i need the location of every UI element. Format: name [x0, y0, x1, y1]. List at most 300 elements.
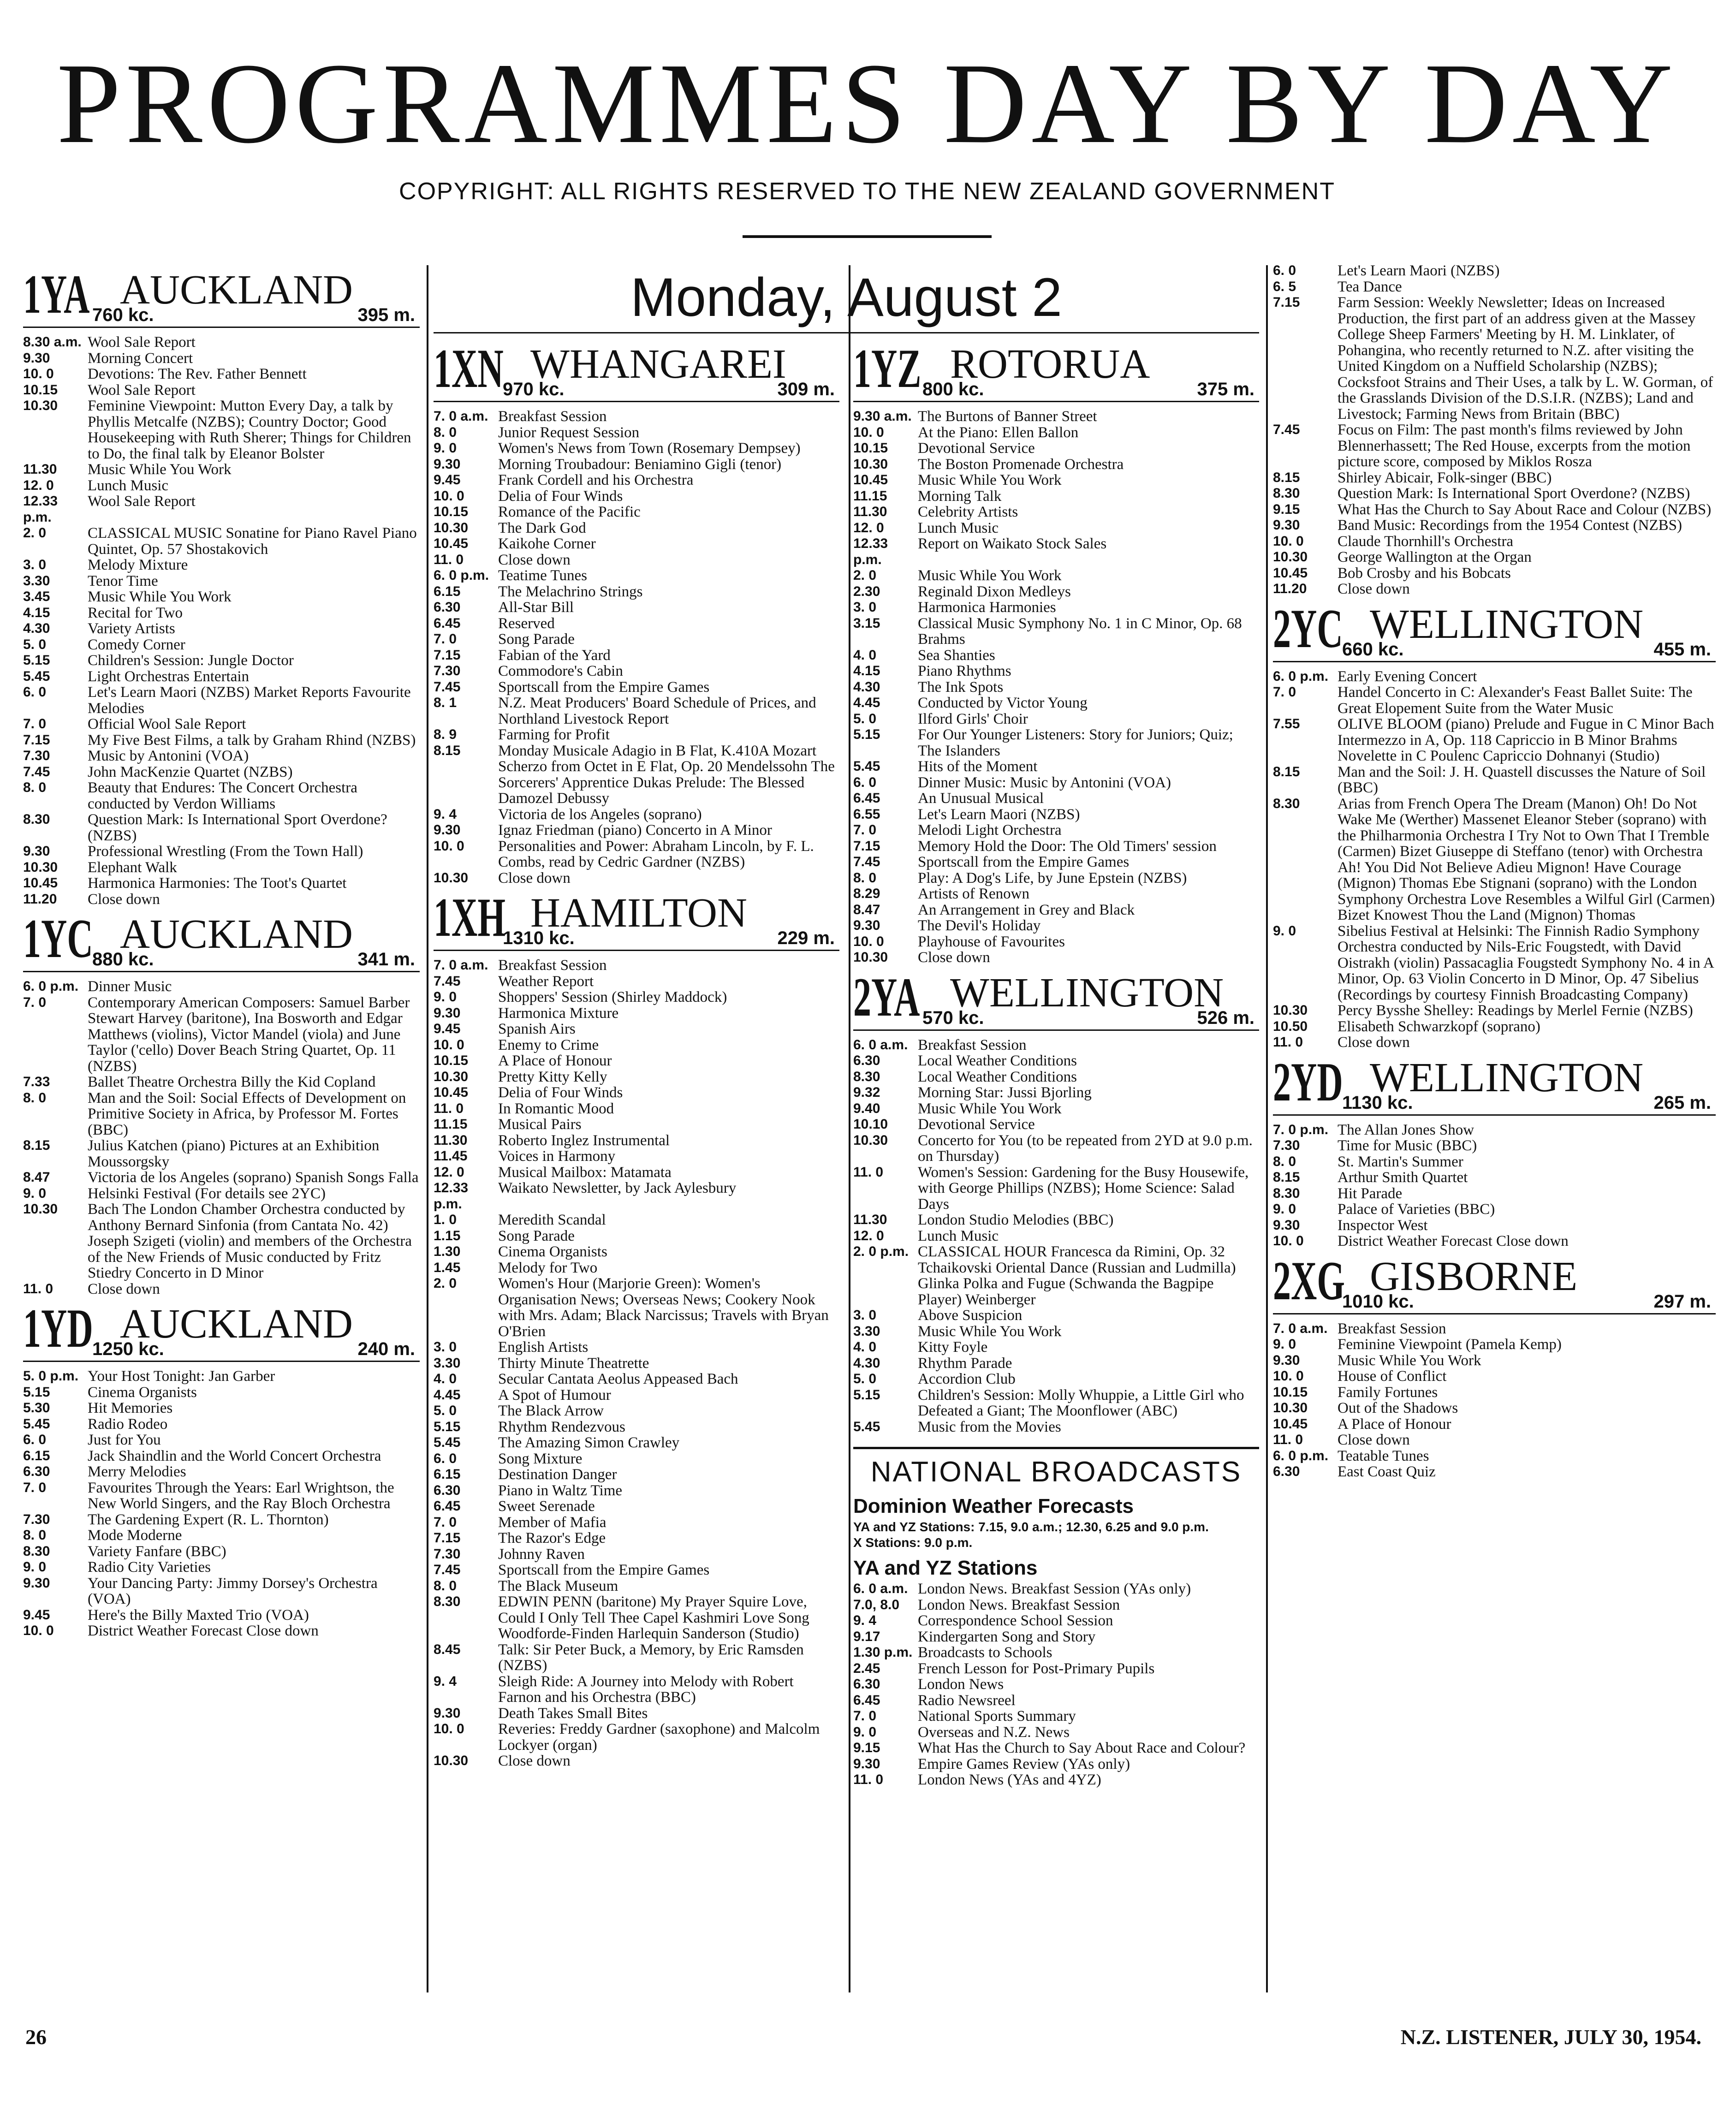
programme-row — [853, 870, 1259, 886]
programme-time: 9.30 — [853, 1756, 880, 1772]
programme-time: 7.45 — [23, 764, 50, 779]
station-city: WHANGAREI — [530, 341, 786, 387]
programme-text: Band Music: Recordings from the 1954 Contest (NZBS) — [1338, 517, 1682, 534]
programme-text: Focus on Film: The past month's films reviewed by John Blennerhassett; The Red House, excerpts from the motion picture score, composed by Miklos Rosza — [1338, 422, 1691, 470]
programme-time: 9.30 — [1273, 1352, 1300, 1368]
programme-time: 5.15 — [23, 1384, 50, 1400]
programme-row — [853, 807, 1259, 823]
programme-time: 10. 0 — [1273, 533, 1304, 549]
programme-time: 9. 0 — [1273, 923, 1296, 939]
station-call-sign: 1XH — [434, 886, 505, 948]
programme-time: 5. 0 p.m. — [23, 1368, 79, 1384]
programme-time: 10.10 — [853, 1117, 888, 1132]
programme-row — [853, 918, 1259, 934]
programme-row — [853, 409, 1259, 425]
programme-time: 9.45 — [23, 1607, 50, 1623]
programme-time: 7.30 — [23, 1511, 50, 1527]
column-2 — [434, 337, 839, 1788]
programme-time: 7.45 — [853, 854, 880, 869]
programme-text: Music While You Work — [88, 461, 232, 478]
programme-text: Devotional Service — [918, 440, 1035, 457]
programme-text: Artists of Renown — [918, 886, 1029, 902]
programme-row — [853, 711, 1259, 727]
station-call-sign: 1XN — [434, 338, 504, 399]
programme-time: 7. 0 p.m. — [1273, 1122, 1329, 1137]
programme-row — [434, 1753, 839, 1769]
programme-text: Personalities and Power: Abraham Lincoln, by F. L. Combs, read by Cedric Gardner (NZBS) — [498, 838, 814, 870]
programme-text: Melody Mixture — [88, 557, 188, 573]
programme-time: 11. 0 — [853, 1772, 884, 1787]
programme-text: District Weather Forecast Close down — [88, 1623, 319, 1639]
programme-time: 6. 0 — [23, 684, 47, 700]
programme-text: Wool Sale Report — [88, 334, 196, 351]
programme-row — [434, 1594, 839, 1642]
programme-row — [853, 1053, 1259, 1069]
programme-time: 10. 0 — [434, 488, 464, 504]
programme-row — [434, 1037, 839, 1053]
programme-text: A Place of Honour — [498, 1053, 612, 1069]
programme-row — [1273, 1218, 1716, 1234]
programme-row — [1273, 279, 1716, 295]
programme-time: 8.30 — [1273, 796, 1300, 811]
programme-row — [853, 520, 1259, 536]
programme-time: 8.30 — [23, 1543, 50, 1559]
programme-row — [23, 716, 420, 732]
programme-time: 9. 4 — [434, 806, 457, 822]
programme-row — [853, 1387, 1259, 1419]
programme-row — [23, 844, 420, 860]
programme-row — [434, 989, 839, 1005]
programme-row — [853, 472, 1259, 488]
station-frequency: 570 kc. — [922, 1007, 984, 1028]
programme-text: Music by Antonini (VOA) — [88, 748, 249, 764]
programme-text: Waikato Newsletter, by Jack Aylesbury — [498, 1180, 737, 1196]
programme-text: Sleigh Ride: A Journey into Melody with Robert Farnon and his Orchestra (BBC) — [498, 1673, 794, 1706]
programme-row — [23, 1201, 420, 1281]
programme-row — [434, 743, 839, 807]
programme-text: Breakfast Session — [918, 1036, 1027, 1053]
programme-time: 10. 0 — [23, 1623, 54, 1638]
programme-row — [853, 1371, 1259, 1387]
programme-text: Frank Cordell and his Orchestra — [498, 472, 694, 488]
station-city: HAMILTON — [530, 890, 748, 936]
programme-row — [23, 979, 420, 995]
national-broadcasts-box — [853, 1447, 1259, 1788]
programme-time: 9. 0 — [1273, 1201, 1296, 1217]
station-wavelength: 341 m. — [357, 949, 415, 969]
programme-text: Mode Moderne — [88, 1527, 182, 1544]
programme-row — [434, 1435, 839, 1451]
programme-row — [23, 1576, 420, 1607]
programme-text: Classical Music Symphony No. 1 in C Minor, Op. 68 Brahms — [918, 615, 1242, 648]
programme-time: 6.30 — [434, 1482, 461, 1498]
programme-text: CLASSICAL HOUR Francesca da Rimini, Op. 32 Tchaikovski Oriental Dance (Russian and Ludmilla) Glinka Polka and Fugue (Schwanda the Bagpipe Player) Weinberger — [918, 1243, 1236, 1308]
programme-text: Let's Learn Maori (NZBS) — [1338, 263, 1500, 279]
programme-row — [434, 616, 839, 632]
programme-text: Overseas and N.Z. News — [918, 1724, 1070, 1741]
programme-time: 7. 0 a.m. — [434, 409, 488, 424]
programme-time: 2.30 — [853, 583, 880, 599]
programme-text: National Sports Summary — [918, 1708, 1076, 1725]
programme-text: Sportscall from the Empire Games — [498, 678, 710, 696]
programme-text: Reveries: Freddy Gardner (saxophone) and Malcolm Lockyer (organ) — [498, 1721, 820, 1754]
programme-row — [23, 525, 420, 557]
programme-row — [23, 637, 420, 653]
programme-time: 10.30 — [1273, 549, 1308, 565]
programme-text: The Boston Promenade Orchestra — [918, 456, 1124, 473]
programme-text: Close down — [88, 891, 160, 908]
programme-time: 12. 0 — [853, 1228, 884, 1243]
copyright-notice: COPYRIGHT: ALL RIGHTS RESERVED TO THE NEW ZEALAND GOVERNMENT — [399, 178, 1335, 205]
programme-row — [853, 425, 1259, 441]
programme-time: 3.30 — [853, 1323, 880, 1339]
programme-row — [434, 1053, 839, 1069]
programme-time: 9. 0 — [1273, 1337, 1296, 1352]
programme-time: 10.15 — [23, 382, 58, 398]
programme-text: Memory Hold the Door: The Old Timers' session — [918, 838, 1217, 855]
programme-text: Harmonica Harmonies: The Toot's Quartet — [88, 875, 347, 892]
programme-time: 9.30 — [434, 1005, 461, 1021]
programme-row — [1273, 1448, 1716, 1464]
station-city: AUCKLAND — [120, 267, 353, 313]
station-wavelength: 375 m. — [1197, 379, 1254, 399]
programme-time: 7.33 — [23, 1074, 50, 1089]
programme-text: The Black Museum — [498, 1577, 618, 1594]
programme-row — [434, 1721, 839, 1753]
programme-text: Cinema Organists — [498, 1243, 607, 1260]
station-frequency: 970 kc. — [503, 379, 565, 399]
programme-text: Pretty Kitty Kelly — [498, 1068, 607, 1085]
programme-text: Morning Concert — [88, 350, 193, 367]
programme-time: 7.45 — [434, 973, 461, 989]
programme-row — [434, 1133, 839, 1149]
programme-row — [853, 1613, 1259, 1629]
programme-time: 8.15 — [434, 743, 461, 758]
programme-row — [434, 1562, 839, 1578]
programme-text: Feminine Viewpoint: Mutton Every Day, a talk by Phyllis Metcalfe (NZBS); Country Doctor; Good Housekeeping with Ruth Sherer; Things for Children to Do, the final talk by Eleanor Bolster — [88, 398, 411, 462]
programme-row — [23, 1385, 420, 1401]
programme-row — [853, 1725, 1259, 1741]
programme-text: Professional Wrestling (From the Town Hall) — [88, 843, 363, 860]
programme-time: 10. 0 — [853, 424, 884, 440]
programme-text: French Lesson for Post-Primary Pupils — [918, 1660, 1155, 1677]
station-wavelength: 455 m. — [1653, 639, 1711, 660]
programme-text: Musical Pairs — [498, 1116, 582, 1133]
programme-text: Enemy to Crime — [498, 1036, 599, 1053]
programme-text: Musical Mailbox: Matamata — [498, 1164, 672, 1181]
programme-row — [23, 875, 420, 892]
programme-row — [853, 1740, 1259, 1756]
programme-time: 7.15 — [853, 838, 880, 854]
programme-row — [23, 1138, 420, 1170]
programme-row — [434, 440, 839, 457]
programme-time: 9.32 — [853, 1085, 880, 1100]
programme-text: Out of the Shadows — [1338, 1400, 1458, 1416]
programme-row — [23, 589, 420, 605]
programme-row — [23, 351, 420, 367]
programme-time: 7. 0 — [1273, 684, 1296, 700]
programme-text: Hit Parade — [1338, 1185, 1403, 1202]
programme-text: Shoppers' Session (Shirley Maddock) — [498, 989, 727, 1005]
programme-time: 5. 0 — [434, 1403, 457, 1418]
programme-row — [1273, 581, 1716, 597]
programme-text: Roberto Inglez Instrumental — [498, 1132, 670, 1149]
programme-time: 8.15 — [23, 1138, 50, 1153]
programme-row — [434, 1483, 839, 1499]
programme-text: Arias from French Opera The Dream (Manon) Oh! Do Not Wake Me (Werther) Massenet Eleanor Steber (soprano) with the Philharmonia Orchestra I Try Not to Own That I Tremble (Carmen) Bizet Giuseppe di Steffano (tenor) with Orchestra Ah! You Did Not Believe Adieu Mignon! Have Courage (Mignon) Thomas Ebe Stignani (soprano) with the London Symphony Orchestra Love Resembles a Wilful Girl (Carmen) Bizet Knowest Thou the Land (Mignon) Thomas — [1338, 795, 1715, 923]
programme-time: 5.15 — [23, 653, 50, 668]
programme-text: Music While You Work — [918, 567, 1062, 584]
programme-text: Farm Session: Weekly Newsletter; Ideas on Increased Production, the first part of an address given at the Massey College Sheep Farmers' Meeting by H. M. Linklater, of Pohangina, who recently returned to N.Z. after visiting the United Kingdom on a Nuffield Scholarship (NZBS); Cocksfoot Strains and Their Uses, a talk by L. W. Gorman, of the Grasslands Division of the D.S.I.R. (NZBS); Land and Livestock; Farming News from Britain (BBC) — [1338, 294, 1713, 422]
programme-row — [23, 334, 420, 351]
programme-text: Close down — [1338, 1432, 1410, 1448]
programme-row — [853, 488, 1259, 505]
programme-row — [434, 504, 839, 520]
programme-row — [853, 1756, 1259, 1772]
programme-row — [1273, 1233, 1716, 1249]
programme-row — [1273, 1464, 1716, 1480]
programme-row — [853, 1069, 1259, 1085]
programme-time: 6.30 — [853, 1677, 880, 1692]
programme-row — [853, 838, 1259, 855]
programme-text: Harmonica Mixture — [498, 1005, 619, 1022]
programme-time: 1.45 — [434, 1260, 461, 1275]
programme-row — [853, 648, 1259, 664]
programme-time: 3.30 — [23, 573, 50, 589]
station-header — [853, 966, 1259, 1031]
programme-row — [434, 1706, 839, 1722]
programme-row — [853, 902, 1259, 918]
programme-text: Hits of the Moment — [918, 758, 1038, 775]
programme-row — [434, 1403, 839, 1419]
programme-row — [434, 957, 839, 974]
station-call-sign: 1YA — [23, 263, 90, 325]
programme-time: 7. 0 — [853, 822, 877, 838]
programme-text: The Burtons of Banner Street — [918, 408, 1097, 425]
programme-text: What Has the Church to Say About Race and Colour? — [918, 1740, 1246, 1756]
programme-text: Harmonica Harmonies — [918, 599, 1056, 616]
programme-time: 3. 0 — [853, 600, 877, 615]
programme-row — [853, 1581, 1259, 1597]
footer-citation: N.Z. LISTENER, JULY 30, 1954. — [1400, 2025, 1701, 2049]
programme-time: 11. 0 — [1273, 1432, 1303, 1447]
programme-text: My Five Best Films, a talk by Graham Rhind (NZBS) — [88, 731, 416, 749]
programme-text: Close down — [918, 949, 990, 966]
programme-time: 6. 0 — [434, 1451, 457, 1466]
programme-row — [23, 462, 420, 478]
programme-text: Report on Waikato Stock Sales — [918, 535, 1107, 552]
programme-time: 10.50 — [1273, 1018, 1308, 1034]
programme-text: For Our Younger Listeners: Story for Juniors; Quiz; The Islanders — [918, 726, 1233, 759]
programme-text: The Allan Jones Show — [1338, 1121, 1474, 1138]
programme-text: Variety Artists — [88, 620, 175, 637]
programme-text: Arthur Smith Quartet — [1338, 1169, 1468, 1186]
programme-time: 6. 0 p.m. — [434, 568, 489, 583]
programme-text: Wool Sale Report — [88, 381, 196, 398]
programme-row — [23, 1090, 420, 1138]
station-city: WELLINGTON — [950, 969, 1224, 1016]
programme-row — [434, 1069, 839, 1085]
programme-text: Official Wool Sale Report — [88, 716, 246, 732]
programme-row — [853, 679, 1259, 696]
programme-time: 6. 0 — [1273, 263, 1296, 278]
programme-row — [434, 1101, 839, 1117]
programme-time: 4. 0 — [853, 647, 877, 663]
programme-time: 8.30 — [1273, 486, 1300, 501]
programme-text: Just for You — [88, 1432, 161, 1448]
programme-time: 12. 0 — [434, 1164, 464, 1180]
station-header — [23, 263, 420, 328]
programme-row — [1273, 1019, 1716, 1035]
programme-row — [434, 457, 839, 473]
programme-row — [434, 1578, 839, 1594]
programme-text: Light Orchestras Entertain — [88, 668, 250, 685]
page-number: 26 — [25, 2025, 47, 2049]
programme-time: 10.15 — [434, 504, 469, 519]
programme-time: 8.30 — [1273, 1185, 1300, 1201]
programme-row — [434, 1371, 839, 1387]
programme-time: 5.45 — [23, 668, 50, 684]
programme-row — [853, 1037, 1259, 1053]
programme-time: 7. 0 — [853, 1708, 877, 1724]
programme-time: 4.30 — [853, 1355, 880, 1371]
programme-time: 7.30 — [23, 748, 50, 763]
station-call-sign: 1YC — [23, 908, 93, 969]
programme-time: 2. 0 — [23, 525, 47, 541]
station-wavelength: 526 m. — [1197, 1007, 1254, 1028]
programme-time: 3.30 — [434, 1355, 461, 1371]
programme-time: 8.15 — [1273, 764, 1300, 779]
programme-time: 11.30 — [853, 504, 887, 519]
programme-row — [853, 934, 1259, 950]
programme-time: 11.45 — [434, 1148, 468, 1164]
programme-time: 2.45 — [853, 1660, 880, 1676]
programme-text: Music While You Work — [1338, 1352, 1481, 1369]
programme-time: 6.45 — [853, 791, 880, 806]
programme-row — [853, 1419, 1259, 1435]
programme-row — [434, 1339, 839, 1356]
programme-text: Women's Session: Gardening for the Busy Housewife, with George Phillips (NZBS); Home Science: Salad Days — [918, 1164, 1249, 1213]
programme-text: Play: A Dog's Life, by June Epstein (NZBS) — [918, 869, 1187, 886]
programme-time: 9. 0 — [23, 1559, 47, 1575]
programme-text: Close down — [498, 551, 571, 568]
programme-time: 10.30 — [1273, 1400, 1308, 1415]
programme-time: 5.30 — [23, 1400, 50, 1415]
programme-row — [23, 1281, 420, 1297]
programme-row — [853, 1597, 1259, 1613]
programme-time: 11. 0 — [434, 1100, 464, 1116]
programme-row — [434, 425, 839, 441]
weather-heading: Dominion Weather Forecasts — [853, 1495, 1134, 1517]
programme-time: 6.30 — [23, 1464, 50, 1479]
programme-row — [1273, 517, 1716, 534]
programme-text: Music from the Movies — [918, 1418, 1061, 1435]
weather-line: YA and YZ Stations: 7.15, 9.0 a.m.; 12.30, 6.25 and 9.0 p.m. — [853, 1520, 1209, 1534]
programme-time: 5.15 — [853, 727, 880, 742]
programme-text: Dinner Music: Music by Antonini (VOA) — [918, 774, 1171, 791]
programme-text: Beauty that Endures: The Concert Orchestra conducted by Verdon Williams — [88, 779, 357, 812]
programme-row — [23, 621, 420, 637]
programme-time: 4.45 — [434, 1387, 461, 1403]
programme-time: 4. 0 — [434, 1371, 457, 1386]
programme-time: 10. 0 — [853, 934, 884, 949]
programme-row — [23, 1432, 420, 1448]
programme-text: Delia of Four Winds — [498, 1084, 623, 1101]
programme-text: Lunch Music — [88, 477, 169, 494]
programme-text: Song Parade — [498, 631, 575, 648]
programme-text: OLIVE BLOOM (piano) Prelude and Fugue in C Minor Bach Intermezzo in A, Op. 118 Capriccio in B Minor Brahms Novelette in C Poulenc Capriccio Dohnanyi (Studio) — [1338, 716, 1714, 764]
programme-text: Man and the Soil: Social Effects of Development on Primitive Society in Africa, by Professor M. Fortes (BBC) — [88, 1089, 406, 1138]
programme-time: 11.20 — [23, 891, 57, 907]
programme-row — [1273, 1035, 1716, 1051]
programme-time: 9. 4 — [434, 1673, 457, 1689]
programme-text: Reginald Dixon Medleys — [918, 583, 1071, 600]
programme-time: 4.15 — [853, 663, 880, 678]
programme-time: 11. 0 — [853, 1164, 884, 1180]
weather-line: X Stations: 9.0 p.m. — [853, 1535, 973, 1550]
station-city: ROTORUA — [950, 341, 1150, 387]
programme-time: 4.45 — [853, 695, 880, 710]
programme-text: The Amazing Simon Crawley — [498, 1434, 680, 1451]
programme-row — [853, 1212, 1259, 1228]
programme-text: Reserved — [498, 615, 555, 632]
programme-time: 9. 0 — [434, 440, 457, 456]
programme-time: 6. 5 — [1273, 279, 1296, 294]
programme-text: Johnny Raven — [498, 1546, 585, 1563]
programme-row — [23, 780, 420, 812]
programme-text: Percy Bysshe Shelley: Readings by Merlel Fernie (NZBS) — [1338, 1002, 1693, 1019]
programme-row — [853, 1324, 1259, 1340]
programme-row — [853, 584, 1259, 600]
programme-text: Radio Newsreel — [918, 1692, 1016, 1709]
programme-row — [853, 1165, 1259, 1213]
programme-row — [853, 600, 1259, 616]
programme-row — [23, 1544, 420, 1560]
programme-text: Close down — [1338, 581, 1410, 597]
programme-text: The Black Arrow — [498, 1403, 604, 1419]
programme-text: Spanish Airs — [498, 1021, 576, 1037]
station-wavelength: 240 m. — [357, 1339, 415, 1359]
programme-time: 1.15 — [434, 1228, 461, 1243]
programme-time: 8. 0 — [23, 1528, 47, 1543]
programme-time: 9.30 — [23, 1575, 50, 1591]
programme-row — [853, 1677, 1259, 1693]
programme-row — [434, 568, 839, 584]
programme-time: 8. 0 — [23, 780, 47, 795]
programme-time: 8. 0 — [1273, 1154, 1296, 1169]
programme-time: 7. 0 — [23, 994, 47, 1010]
programme-row — [1273, 565, 1716, 582]
programme-row — [434, 695, 839, 727]
programme-time: 9.40 — [853, 1100, 880, 1116]
programme-row — [434, 974, 839, 990]
programme-time: 10.30 — [853, 950, 888, 965]
programme-time: 9. 0 — [434, 989, 457, 1005]
programme-row — [1273, 764, 1716, 796]
column-3-stations — [853, 338, 1259, 1435]
programme-text: Women's News from Town (Rosemary Dempsey) — [498, 440, 801, 457]
programme-row — [23, 995, 420, 1075]
programme-row — [434, 1005, 839, 1022]
programme-row — [434, 520, 839, 536]
programme-row — [23, 1607, 420, 1623]
national-items — [853, 1581, 1259, 1788]
programme-row — [23, 494, 420, 525]
programme-time: 8.47 — [23, 1170, 50, 1185]
station-call-sign: 2YA — [853, 966, 920, 1028]
programme-time: 6. 0 a.m. — [853, 1581, 908, 1596]
programme-time: 11.30 — [853, 1212, 887, 1227]
